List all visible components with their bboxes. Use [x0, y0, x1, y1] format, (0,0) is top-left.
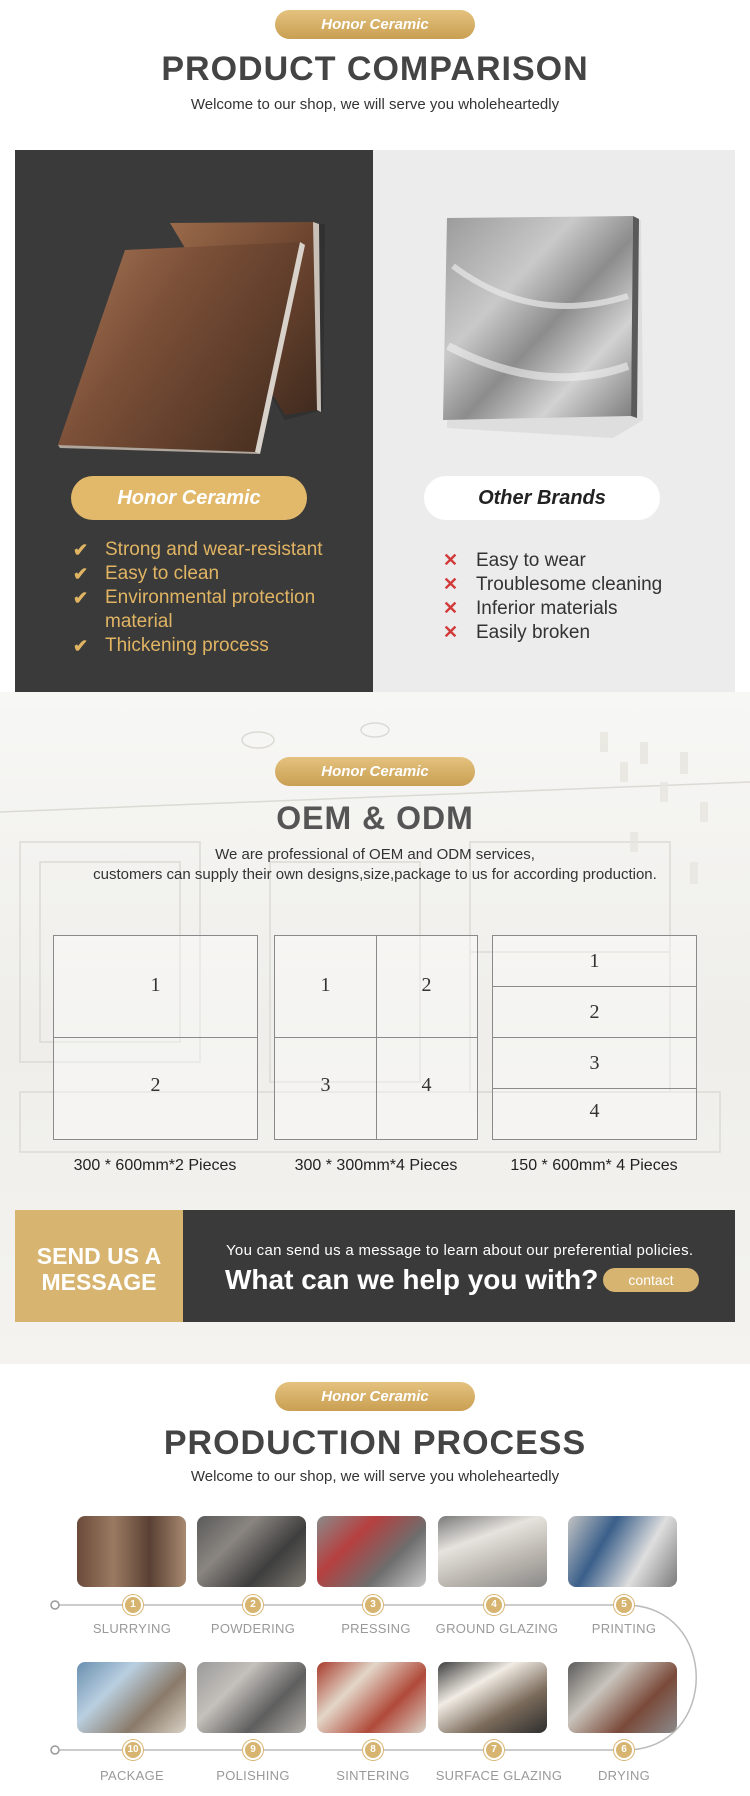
send-message-line-2: MESSAGE [41, 1269, 157, 1295]
layout-caption: 300 * 300mm*4 Pieces [294, 1157, 458, 1174]
tile-cell: 4 [421, 1074, 432, 1096]
step-number: 9 [243, 1740, 263, 1760]
other-panel [373, 150, 735, 692]
banner-info-text: You can send us a message to learn about our preferential policies. [226, 1242, 694, 1259]
help-banner [183, 1210, 735, 1322]
grey-tile-image [433, 206, 673, 446]
cross-icon: ✕ [443, 622, 459, 642]
oem-line-1: We are professional of OEM and ODM services, [215, 846, 535, 863]
step-label: PRESSING [341, 1621, 411, 1636]
package-photo [77, 1662, 186, 1733]
step-number: 8 [363, 1740, 383, 1760]
honor-feature: Environmental protection [105, 587, 316, 608]
step-label: PRINTING [591, 1621, 657, 1636]
other-feature: Easily broken [476, 622, 591, 643]
oem-line-2: customers can supply their own designs,size,package to us for according production. [93, 866, 657, 883]
check-icon: ✔ [73, 636, 89, 656]
layout-caption: 150 * 600mm* 4 Pieces [510, 1157, 678, 1174]
step-number: 6 [614, 1740, 634, 1760]
honor-feature: material [105, 611, 173, 632]
drying-photo [568, 1662, 677, 1733]
tile-cell: 1 [589, 950, 600, 972]
layout-caption: 300 * 600mm*2 Pieces [73, 1157, 237, 1174]
tile-layout-4-pieces [274, 935, 478, 1140]
cross-icon: ✕ [443, 598, 459, 618]
brand-badge: Honor Ceramic [275, 1382, 475, 1411]
send-message-block[interactable] [15, 1210, 183, 1322]
other-feature: Easy to wear [476, 550, 586, 571]
tile-cell: 2 [421, 974, 432, 996]
step-number: 5 [614, 1595, 634, 1615]
step-label: DRYING [597, 1768, 651, 1783]
powdering-photo [197, 1516, 306, 1587]
slurrying-photo [77, 1516, 186, 1587]
comparison-title: PRODUCT COMPARISON [161, 50, 589, 88]
check-icon: ✔ [73, 588, 89, 608]
brand-badge: Honor Ceramic [275, 757, 475, 786]
honor-feature: Strong and wear-resistant [105, 539, 323, 560]
step-label: PACKAGE [100, 1768, 164, 1783]
sintering-photo [317, 1662, 426, 1733]
banner-headline: What can we help you with? [225, 1264, 599, 1295]
check-icon: ✔ [73, 540, 89, 560]
step-number: 10 [123, 1740, 143, 1760]
tile-cell: 2 [150, 1074, 161, 1096]
tile-cell: 4 [589, 1100, 600, 1122]
tile-layout-2-pieces [53, 935, 258, 1140]
ground-glazing-photo [438, 1516, 547, 1587]
pressing-photo [317, 1516, 426, 1587]
step-label: SURFACE GLAZING [435, 1768, 563, 1783]
other-feature: Inferior materials [476, 598, 618, 619]
check-icon: ✔ [73, 564, 89, 584]
polishing-photo [197, 1662, 306, 1733]
comparison-subtitle: Welcome to our shop, we will serve you wholeheartedly [190, 96, 560, 113]
step-label: SINTERING [336, 1768, 410, 1783]
step-number: 4 [484, 1595, 504, 1615]
step-label: SLURRYING [92, 1621, 172, 1636]
step-label: GROUND GLAZING [435, 1621, 559, 1636]
oem-title: OEM & ODM [276, 800, 474, 836]
process-title: PRODUCTION PROCESS [163, 1424, 587, 1462]
honor-feature: Easy to clean [105, 563, 220, 584]
honor-feature: Thickening process [105, 635, 269, 656]
step-label: POWDERING [210, 1621, 296, 1636]
tile-layout-4-strips [492, 935, 697, 1140]
printing-photo [568, 1516, 677, 1587]
tile-cell: 3 [320, 1074, 331, 1096]
other-label: Other Brands [424, 476, 660, 520]
step-number: 1 [123, 1595, 143, 1615]
step-number: 3 [363, 1595, 383, 1615]
other-feature: Troublesome cleaning [476, 574, 663, 595]
process-subtitle: Welcome to our shop, we will serve you wholeheartedly [190, 1468, 560, 1485]
send-message-line-1: SEND US A [36, 1243, 162, 1269]
tile-cell: 3 [589, 1052, 600, 1074]
step-number: 2 [243, 1595, 263, 1615]
tile-cell: 1 [320, 974, 331, 996]
contact-button[interactable]: contact [603, 1268, 699, 1292]
honor-label: Honor Ceramic [71, 476, 307, 520]
surface-glazing-photo [438, 1662, 547, 1733]
tile-cell: 1 [150, 974, 161, 996]
cross-icon: ✕ [443, 574, 459, 594]
cross-icon: ✕ [443, 550, 459, 570]
brand-badge: Honor Ceramic [275, 10, 475, 39]
step-number: 7 [484, 1740, 504, 1760]
brown-tile-image [55, 220, 335, 460]
tile-cell: 2 [589, 1001, 600, 1023]
step-label: POLISHING [216, 1768, 290, 1783]
honor-panel [15, 150, 373, 692]
